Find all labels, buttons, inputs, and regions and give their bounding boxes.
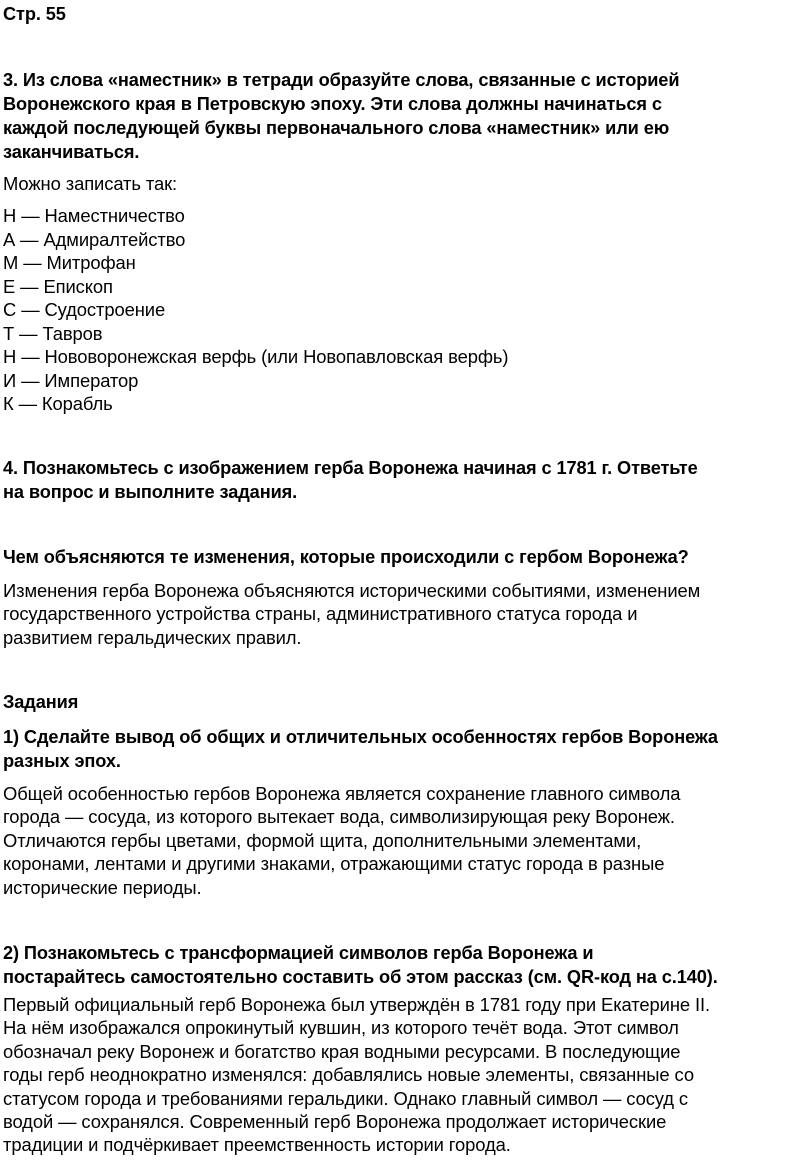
word-list-item: К — Корабль (3, 393, 113, 414)
page-label: Стр. 55 (3, 4, 66, 24)
word-list-item: И — Император (3, 369, 139, 391)
subtask1-answer: Общей особенностью гербов Воронежа является сохранение главного символа города — сосуда, из которого вытекает вода, символизирующая реку Воронеж. Отличаются гербы цветами, формой щита, дополнительными элементами, коронами, лентами и другими знаками, отражающими статус города в разные исторические периоды. (3, 783, 681, 898)
word-list-item: А — Адмиралтейство (3, 228, 186, 250)
task4-question: Чем объясняются те изменения, которые происходили с гербом Воронежа? (3, 547, 689, 567)
tasks-title: Задания (3, 692, 79, 712)
word-list-item: Е — Епископ (3, 275, 113, 297)
word-list-item: М — Митрофан (3, 252, 136, 273)
word-list-item: Н — Наместничество (3, 205, 185, 226)
task4-answer: Изменения герба Воронежа объясняются историческими событиями, изменением государственного устройства страны, административного статуса города и развитием геральдических правил. (3, 580, 701, 648)
subtask2-answer: Первый официальный герб Воронежа был утверждён в 1781 году при Екатерине II. На нём изображался опрокинутый кувшин, из которого течёт вода. Этот символ обозначал реку Воронеж и богатство края водными ресурсами. В последующие годы герб неоднократно изменялся: добавлялись новые элементы, связанные со статусом города и требованиями геральдики. Однако главный символ — сосуд с водой — сохранялся. Современный герб Воронежа продолжает исторические традиции и подчёркивает преемственность истории города. (3, 994, 711, 1156)
word-list-item: Н — Нововоронежская верфь (или Новопавловская верфь) (3, 346, 509, 367)
subtask2-heading: 2) Познакомьтесь с трансформацией символов герба Воронежа и постарайтесь самостоятельно составить об этом рассказ (см. QR-код на с.140). (3, 943, 718, 987)
task4-heading: 4. Познакомьтесь с изображением герба Воронежа начиная с 1781 г. Ответьте на вопрос и выполните задания. (3, 458, 698, 502)
subtask1-heading: 1) Сделайте вывод об общих и отличительных особенностях гербов Воронежа разных эпох. (3, 727, 718, 771)
word-list-item: С — Судостроение (3, 299, 166, 320)
task3-intro: Можно записать так: (3, 173, 178, 194)
task3-heading: 3. Из слова «наместник» в тетради образуйте слова, связанные с историей Воронежского края в Петровскую эпоху. Эти слова должны начинаться с каждой последующей буквы первоначального слова «наместник» или ею заканчиваться. (3, 70, 680, 162)
word-list-item: Т — Тавров (3, 322, 103, 344)
